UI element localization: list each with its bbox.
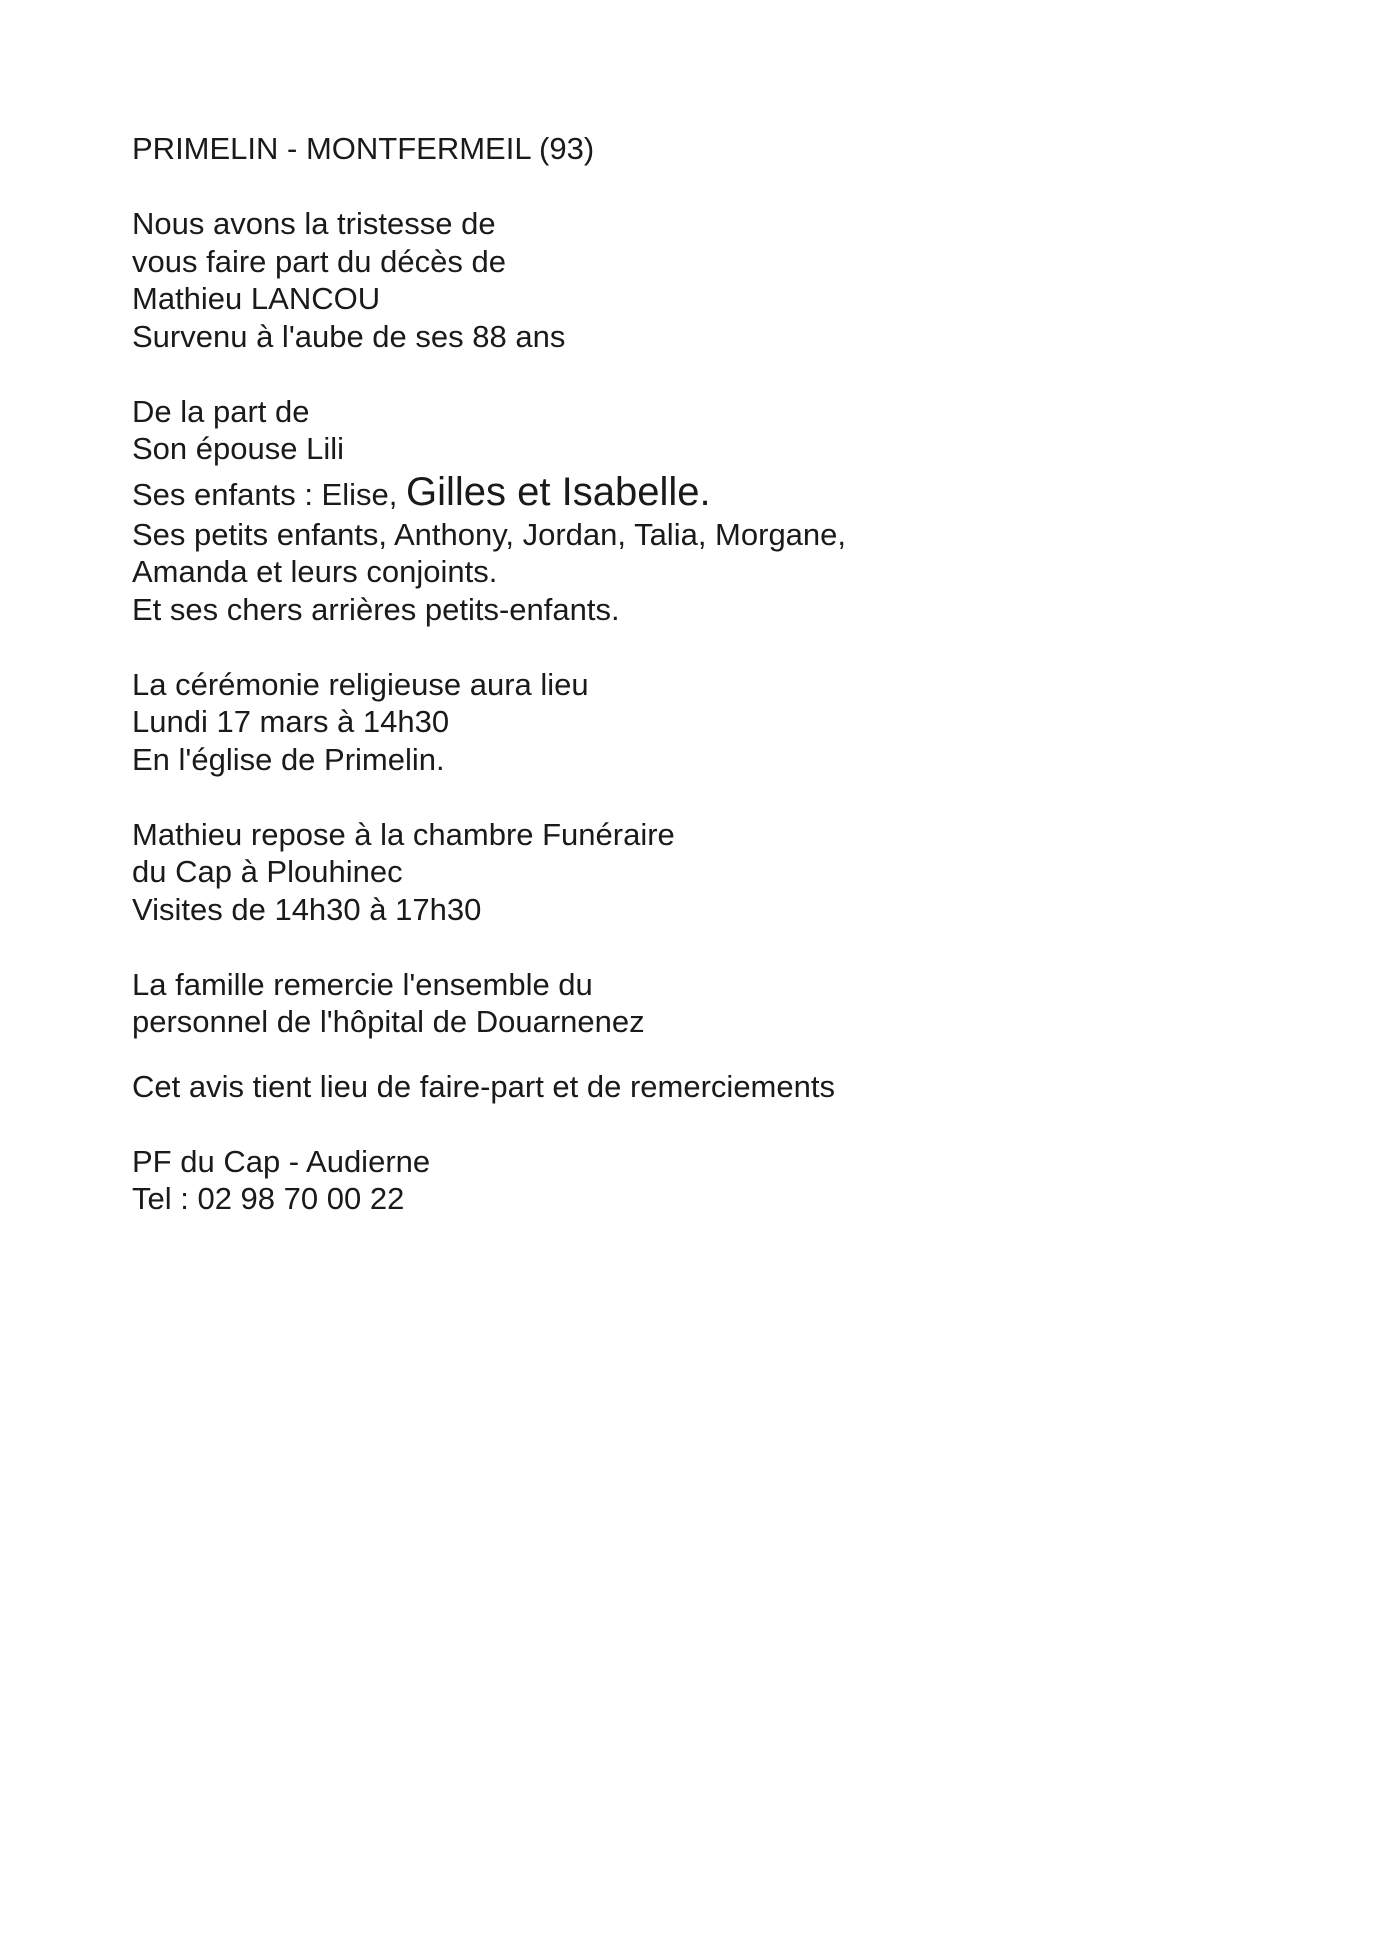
announcement-line: vous faire part du décès de [132,243,506,279]
ceremony-line: La cérémonie religieuse aura lieu [132,666,589,702]
spacer [132,168,1282,206]
children-prefix: Ses enfants : Elise, [132,476,406,512]
spacer [132,778,1282,816]
notice-statement: Cet avis tient lieu de faire-part et de remerciements [132,1068,835,1104]
family-block [132,393,1282,629]
ceremony-place: En l'église de Primelin. [132,741,445,777]
contact-block [132,1143,1282,1218]
announcement-block [132,205,1282,355]
viewing-block [132,816,1282,929]
thanks-line: personnel de l'hôpital de Douarnenez [132,1004,645,1039]
deceased-name: Mathieu LANCOU [132,281,381,316]
family-intro: De la part de [132,393,310,429]
viewing-line: du Cap à Plouhinec [132,854,403,889]
announcement-line: Survenu à l'aube de ses 88 ans [132,318,566,354]
viewing-line: Mathieu repose à la chambre Funéraire [132,816,675,852]
viewing-hours: Visites de 14h30 à 17h30 [132,891,482,927]
ceremony-block [132,666,1282,779]
announcement-line: Nous avons la tristesse de [132,206,496,241]
ceremony-date: Lundi 17 mars à 14h30 [132,704,450,739]
notice-header: PRIMELIN - MONTFERMEIL (93) [132,131,595,166]
spacer [132,1105,1282,1143]
obituary-notice [132,130,1282,1218]
spacer [132,355,1282,393]
family-spouse: Son épouse Lili [132,431,344,466]
spacer [132,628,1282,666]
spacer [132,1041,1282,1068]
family-great-grandchildren: Et ses chers arrières petits-enfants. [132,591,620,627]
family-grandchildren: Ses petits enfants, Anthony, Jordan, Talia, Morgane, [132,516,847,552]
thanks-line: La famille remercie l'ensemble du [132,966,593,1002]
children-names-large: Gilles et Isabelle. [405,469,711,514]
funeral-home-phone: Tel : 02 98 70 00 22 [132,1181,405,1216]
funeral-home-name: PF du Cap - Audierne [132,1143,431,1179]
family-children [132,468,1282,516]
spacer [132,928,1282,966]
thanks-block [132,966,1282,1041]
family-grandchildren: Amanda et leurs conjoints. [132,554,498,589]
